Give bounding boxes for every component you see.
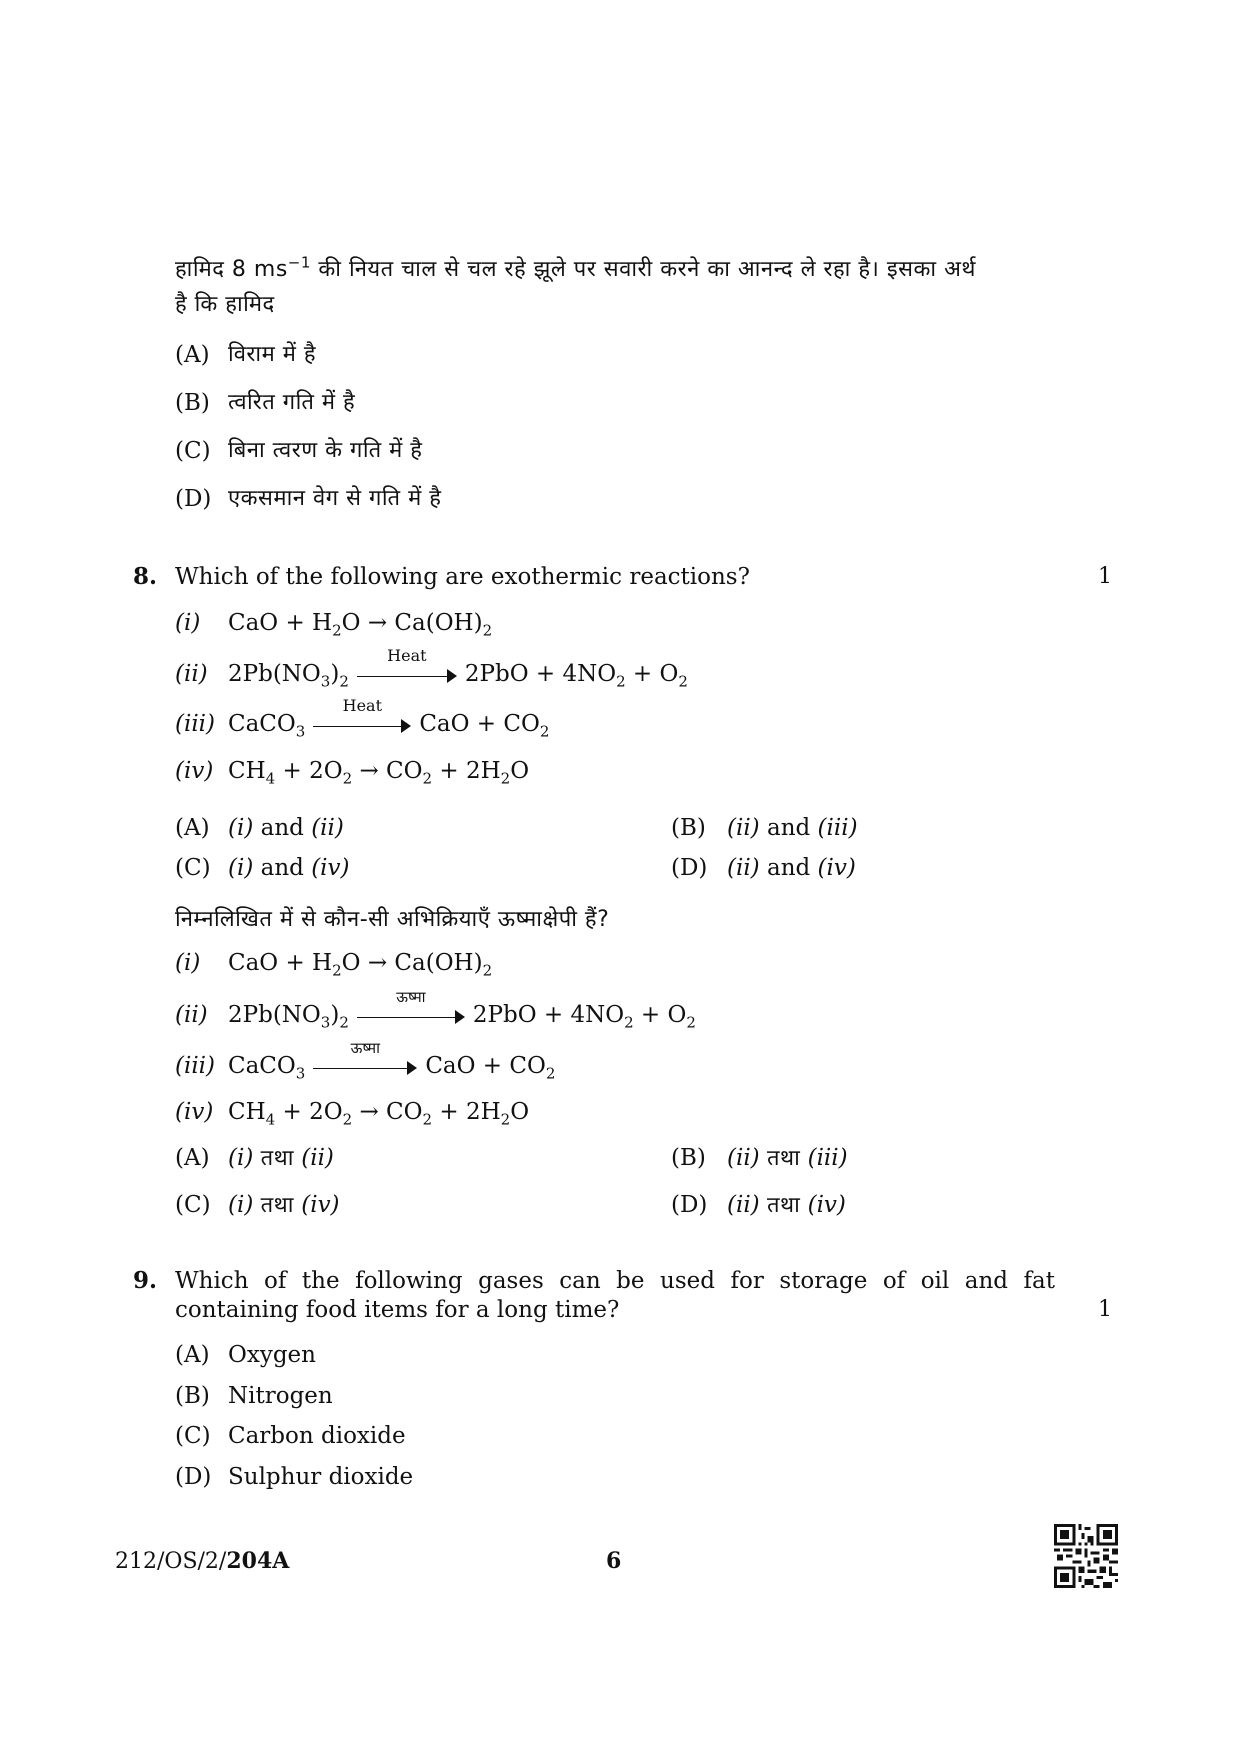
q7-option-d-text: एकसमान वेग से गति में है bbox=[228, 486, 442, 511]
q8-reaction-ii: $2Pb(NO_3)_2$ Heat $2PbO + 4NO_2 + O_2$ bbox=[228, 646, 688, 691]
q7-hindi-stem-line1: हामिद 8 $ms^{-1}$ की नियत चाल से चल रहे झूले पर सवारी करने का आनन्द ले रहा है। इसका अर्थ bbox=[175, 253, 976, 282]
qr-code-icon bbox=[1054, 1524, 1118, 1588]
q7-option-b-text: त्वरित गति में है bbox=[228, 390, 356, 415]
q8h-option-b: (B) bbox=[671, 1145, 706, 1171]
q8-reaction-i: CaO + $H_2O \to Ca(OH)_2$ bbox=[228, 610, 493, 640]
q8-question: Which of the following are exothermic reactions? bbox=[175, 564, 750, 590]
q7-hindi-stem-line2: है कि हामिद bbox=[175, 292, 275, 317]
q8-option-d-text: (ii) and (iv) bbox=[727, 855, 856, 881]
q8h-reaction-label-iv: (iv) bbox=[175, 1099, 214, 1125]
q8h-option-b-text: (ii) तथा (iii) bbox=[727, 1145, 848, 1171]
q9-number: 9. bbox=[133, 1267, 158, 1294]
q8-option-c-text: (i) and (iv) bbox=[228, 855, 350, 881]
heat-arrow-icon: ऊष्मा bbox=[357, 1006, 465, 1026]
q8-reaction-label-iii: (iii) bbox=[175, 711, 216, 737]
q9-option-a: (A) bbox=[175, 1342, 210, 1368]
q9-marks: 1 bbox=[1098, 1297, 1112, 1322]
q8h-reaction-iv: $CH_4 + 2O_2 \to CO_2 + 2H_2O$ bbox=[228, 1099, 530, 1129]
q8-reaction-iv: $CH_4 + 2O_2 \to CO_2 + 2H_2O$ bbox=[228, 758, 530, 788]
q8h-option-d-text: (ii) तथा (iv) bbox=[727, 1192, 846, 1218]
q9-question-line2: containing food items for a long time? bbox=[175, 1297, 620, 1323]
q8-reaction-iii: CaCO$_3$ Heat CaO + $CO_2$ bbox=[228, 696, 550, 741]
q7-option-a-text: विराम में है bbox=[228, 342, 317, 367]
q8h-reaction-iii: CaCO$_3$ ऊष्मा CaO + $CO_2$ bbox=[228, 1039, 556, 1083]
q9-option-a-text: Oxygen bbox=[228, 1342, 316, 1368]
heat-arrow-icon: ऊष्मा bbox=[313, 1057, 417, 1077]
heat-arrow-icon: Heat bbox=[313, 715, 411, 735]
q9-option-d-text: Sulphur dioxide bbox=[228, 1464, 414, 1490]
paper-code: 212/OS/2/204A bbox=[115, 1548, 290, 1574]
q8-option-a: (A) bbox=[175, 815, 210, 841]
q9-option-c-text: Carbon dioxide bbox=[228, 1423, 406, 1449]
q8-option-b: (B) bbox=[671, 815, 706, 841]
q7-option-a: (A) bbox=[175, 342, 210, 368]
q8h-option-d: (D) bbox=[671, 1192, 708, 1218]
q8h-option-a: (A) bbox=[175, 1145, 210, 1171]
q8-option-d: (D) bbox=[671, 855, 708, 881]
q8h-option-c-text: (i) तथा (iv) bbox=[228, 1192, 340, 1218]
page-number: 6 bbox=[606, 1548, 622, 1574]
q8h-reaction-label-ii: (ii) bbox=[175, 1002, 208, 1028]
q7-option-c-text: बिना त्वरण के गति में है bbox=[228, 438, 423, 463]
q8-reaction-label-i: (i) bbox=[175, 610, 201, 636]
q9-option-d: (D) bbox=[175, 1464, 212, 1490]
q8-number: 8. bbox=[133, 563, 158, 590]
q8h-option-c: (C) bbox=[175, 1192, 211, 1218]
q7-option-b: (B) bbox=[175, 390, 210, 416]
q7-option-c: (C) bbox=[175, 438, 211, 464]
q8-marks: 1 bbox=[1098, 564, 1112, 589]
q8h-reaction-i: CaO + $H_2O \to Ca(OH)_2$ bbox=[228, 950, 493, 980]
q9-option-b: (B) bbox=[175, 1383, 210, 1409]
q7-option-d: (D) bbox=[175, 486, 212, 512]
q8-option-c: (C) bbox=[175, 855, 211, 881]
q9-question-line1: Which of the following gases can be used for storage of oil and fat bbox=[175, 1268, 1055, 1294]
q8h-option-a-text: (i) तथा (ii) bbox=[228, 1145, 334, 1171]
q9-option-b-text: Nitrogen bbox=[228, 1383, 333, 1409]
q8-option-a-text: (i) and (ii) bbox=[228, 815, 344, 841]
q8h-reaction-label-i: (i) bbox=[175, 950, 201, 976]
q8-hindi-question: निम्नलिखित में से कौन-सी अभिक्रियाएँ ऊष्माक्षेपी हैं? bbox=[175, 907, 610, 932]
q8-option-b-text: (ii) and (iii) bbox=[727, 815, 858, 841]
q8-reaction-label-ii: (ii) bbox=[175, 661, 208, 687]
q8-reaction-label-iv: (iv) bbox=[175, 758, 214, 784]
q8h-reaction-label-iii: (iii) bbox=[175, 1053, 216, 1079]
q9-option-c: (C) bbox=[175, 1423, 211, 1449]
heat-arrow-icon: Heat bbox=[357, 665, 457, 685]
q8h-reaction-ii: $2Pb(NO_3)_2$ ऊष्मा $2PbO + 4NO_2 + O_2$ bbox=[228, 988, 696, 1032]
